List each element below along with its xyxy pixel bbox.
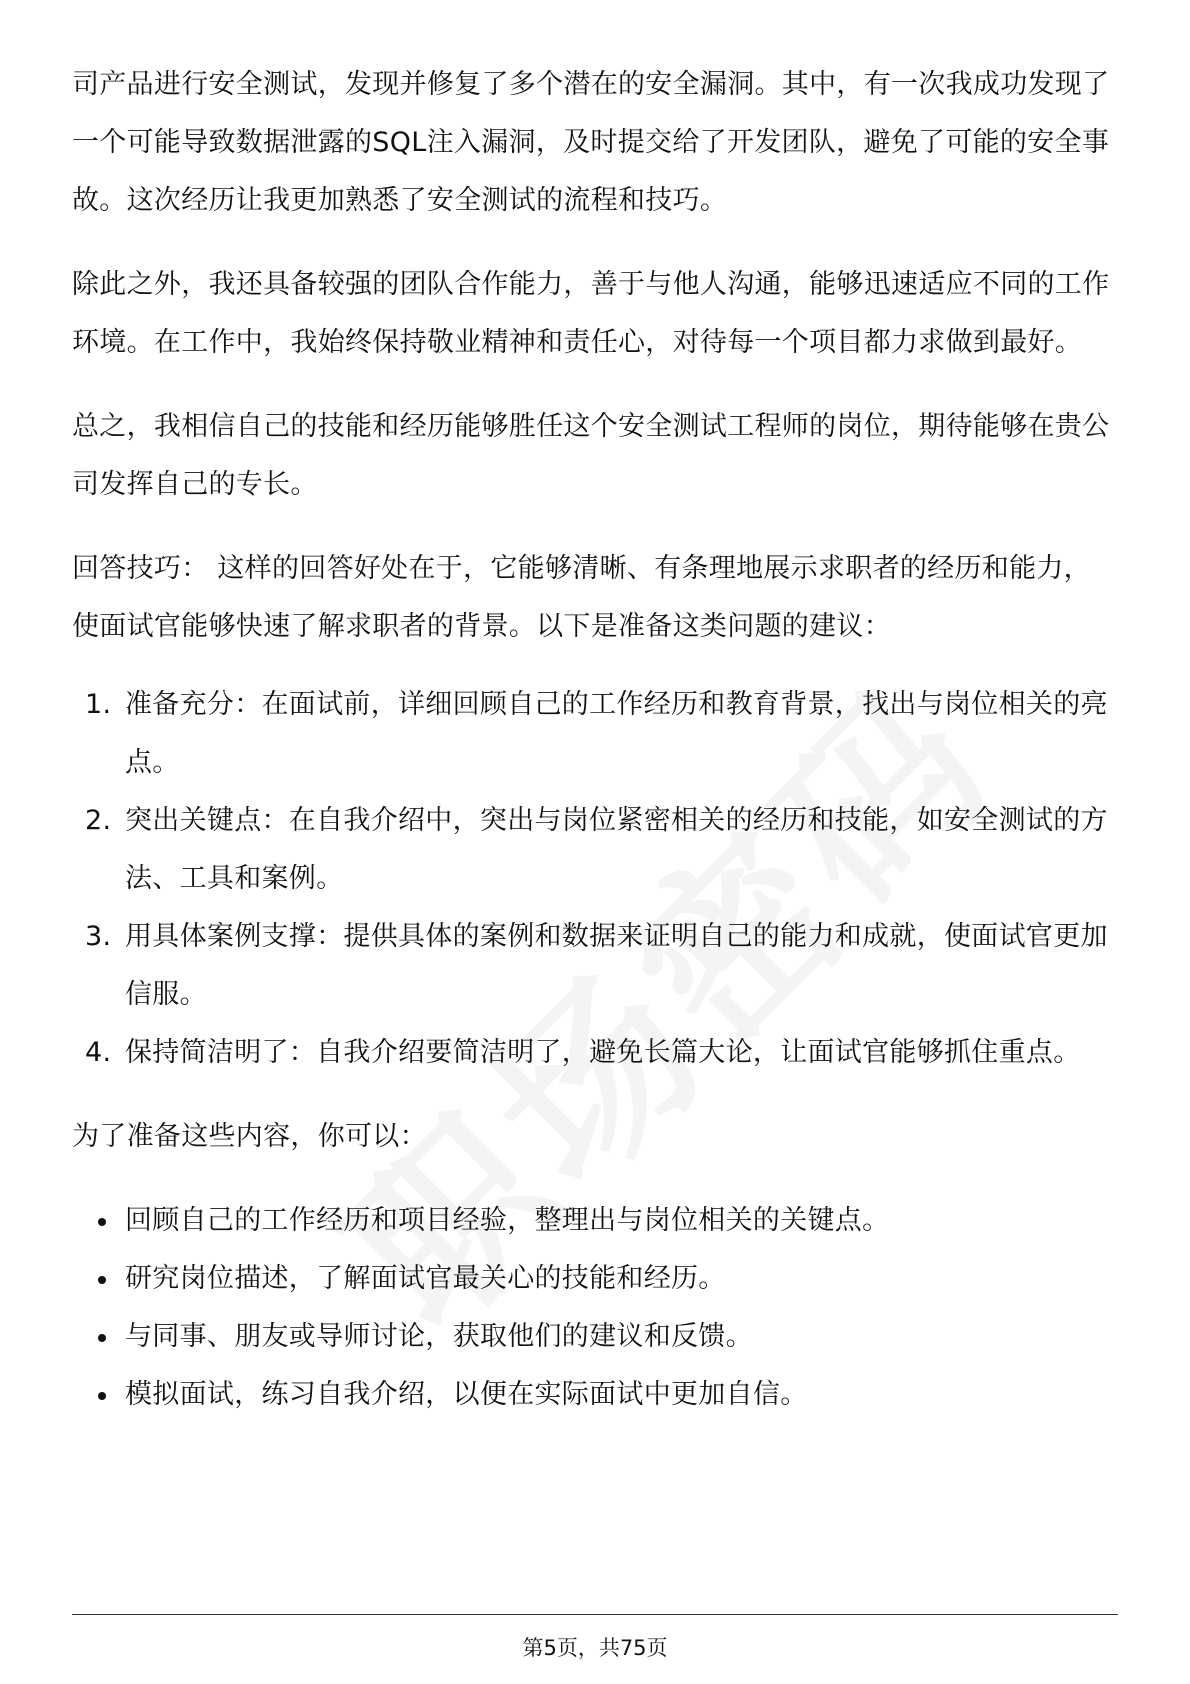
list-item bbox=[72, 1192, 1118, 1250]
list-item-text: 用具体案例支撑：提供具体的案例和数据来证明自己的能力和成就，使面试官更加信服。 bbox=[125, 921, 1108, 1010]
bullet-icon bbox=[98, 1334, 106, 1342]
page-number: 第5页，共75页 bbox=[522, 1636, 668, 1660]
paragraph-conclusion: 总之，我相信自己的技能和经历能够胜任这个安全测试工程师的岗位，期待能够在贵公司发挥自己的专长。 bbox=[72, 411, 1110, 500]
bullet-icon bbox=[98, 1218, 106, 1226]
list-item-text: 模拟面试，练习自我介绍，以便在实际面试中更加自信。 bbox=[125, 1379, 808, 1410]
bullet-list bbox=[72, 1192, 1118, 1424]
bullet-icon bbox=[98, 1392, 106, 1400]
list-item bbox=[72, 676, 1118, 792]
list-item bbox=[72, 1250, 1118, 1308]
list-item bbox=[72, 1308, 1118, 1366]
paragraph-teamwork: 除此之外，我还具备较强的团队合作能力，善于与他人沟通，能够迅速适应不同的工作环境。在工作中，我始终保持敬业精神和责任心，对待每一个项目都力求做到最好。 bbox=[72, 269, 1110, 358]
list-item bbox=[72, 1024, 1118, 1082]
list-number: 4. bbox=[85, 1037, 112, 1068]
list-number: 1. bbox=[85, 689, 112, 720]
footer-divider bbox=[72, 1614, 1118, 1615]
list-item-text: 回顾自己的工作经历和项目经验，整理出与岗位相关的关键点。 bbox=[125, 1205, 890, 1236]
list-item bbox=[72, 792, 1118, 908]
list-item-text: 与同事、朋友或导师讨论，获取他们的建议和反馈。 bbox=[125, 1321, 753, 1352]
list-number: 2. bbox=[85, 805, 112, 836]
list-item-text: 突出关键点：在自我介绍中，突出与岗位紧密相关的经历和技能，如安全测试的方法、工具和案例。 bbox=[125, 805, 1108, 894]
list-number: 3. bbox=[85, 921, 112, 952]
list-item bbox=[72, 908, 1118, 1024]
list-item bbox=[72, 1366, 1118, 1424]
list-item-text: 准备充分：在面试前，详细回顾自己的工作经历和教育背景，找出与岗位相关的亮点。 bbox=[125, 689, 1108, 778]
paragraph-prep-intro: 为了准备这些内容，你可以： bbox=[72, 1121, 427, 1152]
paragraph-experience: 司产品进行安全测试，发现并修复了多个潜在的安全漏洞。其中，有一次我成功发现了一个可能导致数据泄露的SQL注入漏洞，及时提交给了开发团队，避免了可能的安全事故。这次经历让我更加熟悉了安全测试的流程和技巧。 bbox=[72, 69, 1110, 216]
list-item-text: 研究岗位描述，了解面试官最关心的技能和经历。 bbox=[125, 1263, 726, 1294]
bullet-icon bbox=[98, 1276, 106, 1284]
list-item-text: 保持简洁明了：自我介绍要简洁明了，避免长篇大论，让面试官能够抓住重点。 bbox=[125, 1037, 1081, 1068]
paragraph-tips-intro: 回答技巧： 这样的回答好处在于，它能够清晰、有条理地展示求职者的经历和能力，使面试官能够快速了解求职者的背景。以下是准备这类问题的建议： bbox=[72, 553, 1091, 642]
numbered-list bbox=[72, 676, 1118, 1082]
document-page bbox=[72, 56, 1118, 1424]
